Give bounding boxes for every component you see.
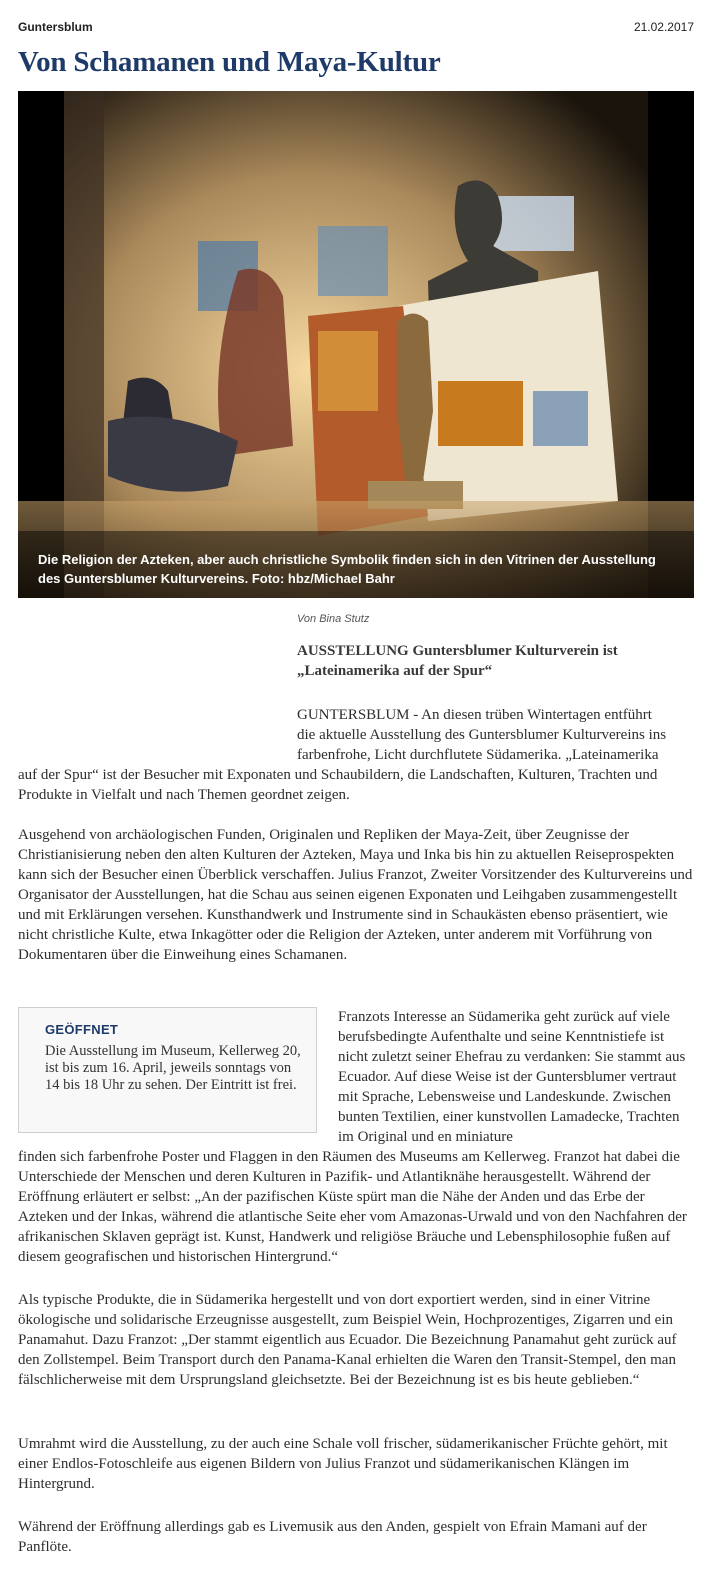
info-box	[18, 1007, 317, 1133]
paragraph-1-line-2: die aktuelle Ausstellung des Guntersblumer Kulturvereins ins	[297, 727, 667, 743]
info-box-title: GEÖFFNET	[45, 1022, 119, 1037]
location-label[interactable]: Guntersblum	[18, 20, 93, 34]
article-meta	[18, 18, 694, 34]
paragraph-2: Ausgehend von archäologischen Funden, Originalen und Repliken der Maya-Zeit, über Zeugnisse der Christianisierung neben den alten Kulturen der Azteken, Maya und Inka bis hin zu aktuellen Reiseprospekten kann sich der Besucher einen Überblick verschaffen. Julius Franzot, Zweiter Vorsitzender des Kulturvereins und Organisator der Ausstellungen, hat die Schau aus seinen eigenen Exponaten und Leihgaben zusammengestellt und mit Erklärungen versehen. Kunsthandwerk und Instrumente sind in Schaukästen ebenso präsentiert, wie nicht christliche Kulte, etwa Inkagötter oder die Religion der Azteken, unter anderem mit Vorführung von Dokumentaren über die Einweihung eines Schamanen.	[18, 827, 693, 963]
photo-image	[18, 91, 694, 598]
paragraph-1-rest: auf der Spur“ ist der Besucher mit Exponaten und Schaubildern, die Landschaften, Kulturen, Trachten und Produkte in Vielfalt und nach Themen geordnet zeigen.	[18, 767, 658, 803]
teaser: AUSSTELLUNG Guntersblumer Kulturverein ist „Lateinamerika auf der Spur“	[297, 643, 618, 679]
info-box-text: Die Ausstellung im Museum, Kellerweg 20, ist bis zum 16. April, jeweils sonntags von 14 bis 18 Uhr zu sehen. Der Eintritt ist frei.	[45, 1043, 301, 1093]
photo-caption: Die Religion der Azteken, aber auch christliche Symbolik finden sich in den Vitrinen der Ausstellung des Guntersblumer Kulturvereins. Foto: hbz/Michael Bahr	[38, 552, 656, 586]
paragraph-1-line-3: farbenfrohe, Licht durchflutete Südamerika. „Lateinamerika	[297, 747, 659, 763]
article-photo[interactable]	[18, 91, 694, 598]
paragraph-4: Als typische Produkte, die in Südamerika hergestellt und von dort exportiert werden, sind in einer Vitrine ökologische und solidarische Erzeugnisse ausgestellt, zum Beispiel Wein, Hochprozentiges, Zigarren und ein Panamahut. Dazu Franzot: „Der stammt eigentlich aus Ecuador. Die Bezeichnung Panamahut geht zurück auf den Zollstempel. Beim Transport durch den Panama-Kanal erhielten die Waren den Transit-Stempel, den man fälschlicherweise mit dem Ursprungsland gleichsetzte. Bei der Bezeichnung ist es bis heute geblieben.“	[18, 1292, 677, 1388]
paragraph-3-rest: finden sich farbenfrohe Poster und Flaggen in den Räumen des Museums am Kellerweg. Franzot hat dabei die Unterschiede der Menschen und deren Kulturen in Pazifik- und Atlantiknähe herausgestellt. Während der Eröffnung erläutert er selbst: „An der pazifischen Küste spürt man die Nähe der Anden und das Erbe der Azteken und der Inkas, während die atlantische Seite eher vom Amazonas-Urwald und von den Nachfahren der afrikanischen Sklaven geprägt ist. Kunst, Handwerk und religiöse Bräuche und Lebensphilosophie fußen auf diesem geografischen und historischen Hintergrund.“	[18, 1149, 687, 1265]
author-byline: Von Bina Stutz	[297, 613, 370, 625]
paragraph-6: Während der Eröffnung allerdings gab es Livemusik aus den Anden, gespielt von Efrain Mamani auf der Panflöte.	[18, 1519, 647, 1555]
paragraph-3-column: Franzots Interesse an Südamerika geht zurück auf viele berufsbedingte Aufenthalte und seine Kenntnistiefe ist nicht zuletzt seiner Ehefrau zu verdanken: Sie stammt aus Ecuador. Auf diese Weise ist der Guntersblumer vertraut mit Sprache, Lebensweise und Landeskunde. Zwischen bunten Textilien, einer kunstvollen Lamadecke, Trachten im Original und en miniature	[338, 1009, 686, 1145]
paragraph-1-line-1: GUNTERSBLUM - An diesen trüben Wintertagen entführt	[297, 707, 652, 723]
paragraph-5: Umrahmt wird die Ausstellung, zu der auch eine Schale voll frischer, südamerikanischer Früchte gehört, mit einer Endlos-Fotoschleife aus eigenen Bildern von Julius Franzot und südamerikanischen Klängen im Hintergrund.	[18, 1436, 668, 1492]
headline: Von Schamanen und Maya-Kultur	[18, 46, 441, 78]
date-label: 21.02.2017	[633, 20, 694, 34]
